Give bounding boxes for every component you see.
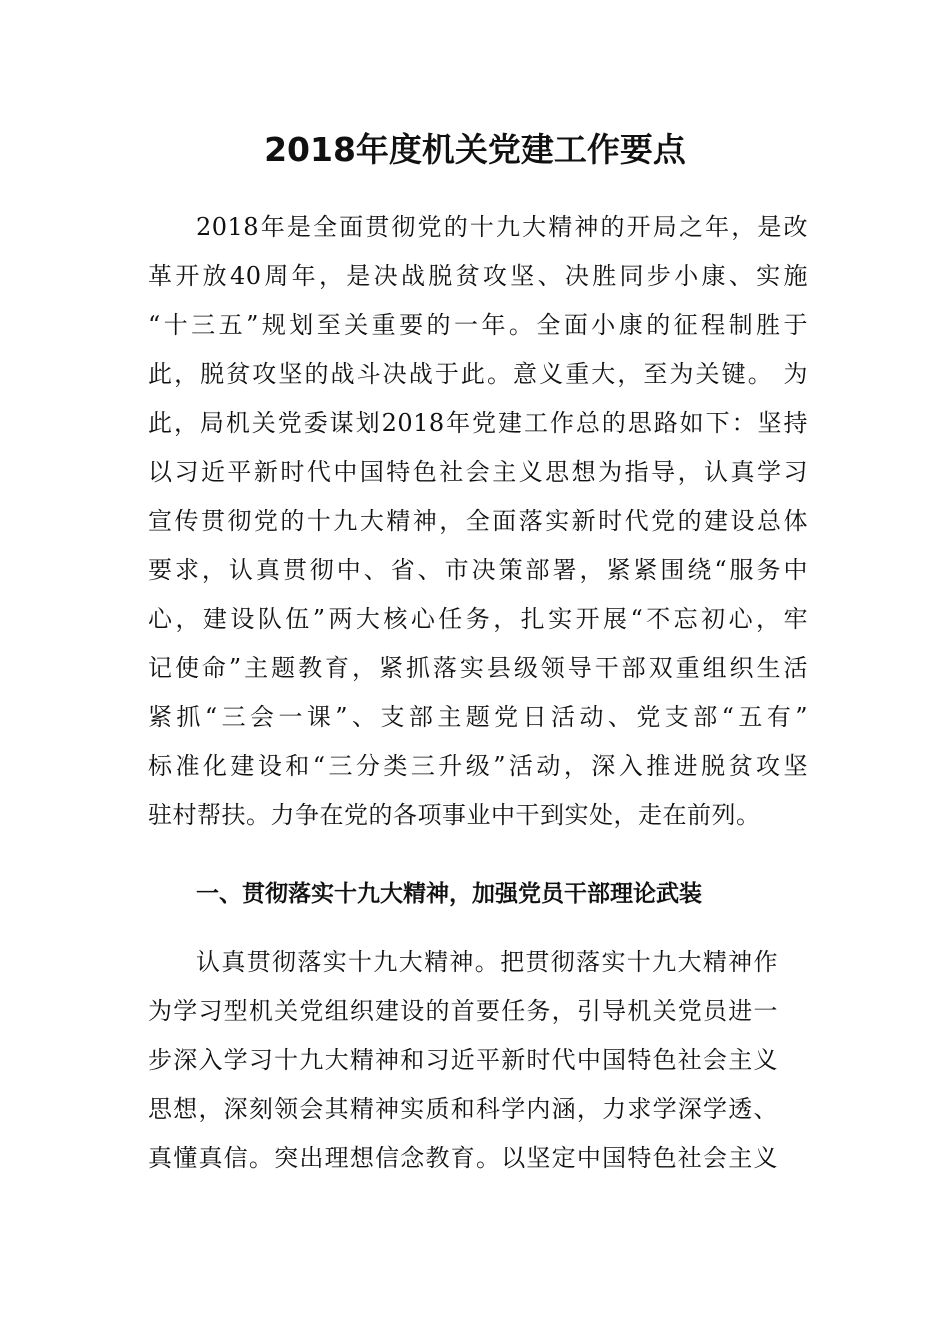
paragraph-line: 标准化建设和“三分类三升级”活动，深入推进脱贫攻坚 xyxy=(148,752,808,780)
paragraph-line: 真懂真信。突出理想信念教育。以坚定中国特色社会主义 xyxy=(148,1144,778,1172)
paragraph-line: 记使命”主题教育，紧抓落实县级领导干部双重组织生活 xyxy=(148,654,808,682)
paragraph-line: “十三五”规划至关重要的一年。全面小康的征程制胜于 xyxy=(148,311,808,339)
paragraph-line: 步深入学习十九大精神和习近平新时代中国特色社会主义 xyxy=(148,1046,778,1074)
paragraph-line: 思想，深刻领会其精神实质和科学内涵，力求学深学透、 xyxy=(148,1095,778,1123)
paragraph-line: 紧抓“三会一课”、支部主题党日活动、党支部“五有” xyxy=(148,703,808,731)
paragraph-line: 宣传贯彻党的十九大精神，全面落实新时代党的建设总体 xyxy=(148,507,808,535)
section-heading: 一、贯彻落实十九大精神，加强党员干部理论武装 xyxy=(196,881,702,907)
paragraph-line: 以习近平新时代中国特色社会主义思想为指导，认真学习 xyxy=(148,458,808,486)
paragraph-line: 革开放40周年，是决战脱贫攻坚、决胜同步小康、实施 xyxy=(148,262,808,290)
paragraph-line: 此，脱贫攻坚的战斗决战于此。意义重大，至为关键。 为 xyxy=(148,360,808,388)
paragraph-line: 此，局机关党委谋划2018年党建工作总的思路如下：坚持 xyxy=(148,409,808,437)
paragraph-line: 要求，认真贯彻中、省、市决策部署，紧紧围绕“服务中 xyxy=(148,556,808,584)
paragraph-line: 2018年是全面贯彻党的十九大精神的开局之年，是改 xyxy=(196,213,808,241)
paragraph-line: 驻村帮扶。力争在党的各项事业中干到实处，走在前列。 xyxy=(148,801,761,829)
paragraph-line: 为学习型机关党组织建设的首要任务，引导机关党员进一 xyxy=(148,997,778,1025)
paragraph-line: 心，建设队伍”两大核心任务，扎实开展“不忘初心，牢 xyxy=(148,605,808,633)
document-title: 2018年度机关党建工作要点 xyxy=(264,130,686,169)
paragraph-line: 认真贯彻落实十九大精神。把贯彻落实十九大精神作 xyxy=(196,948,778,976)
